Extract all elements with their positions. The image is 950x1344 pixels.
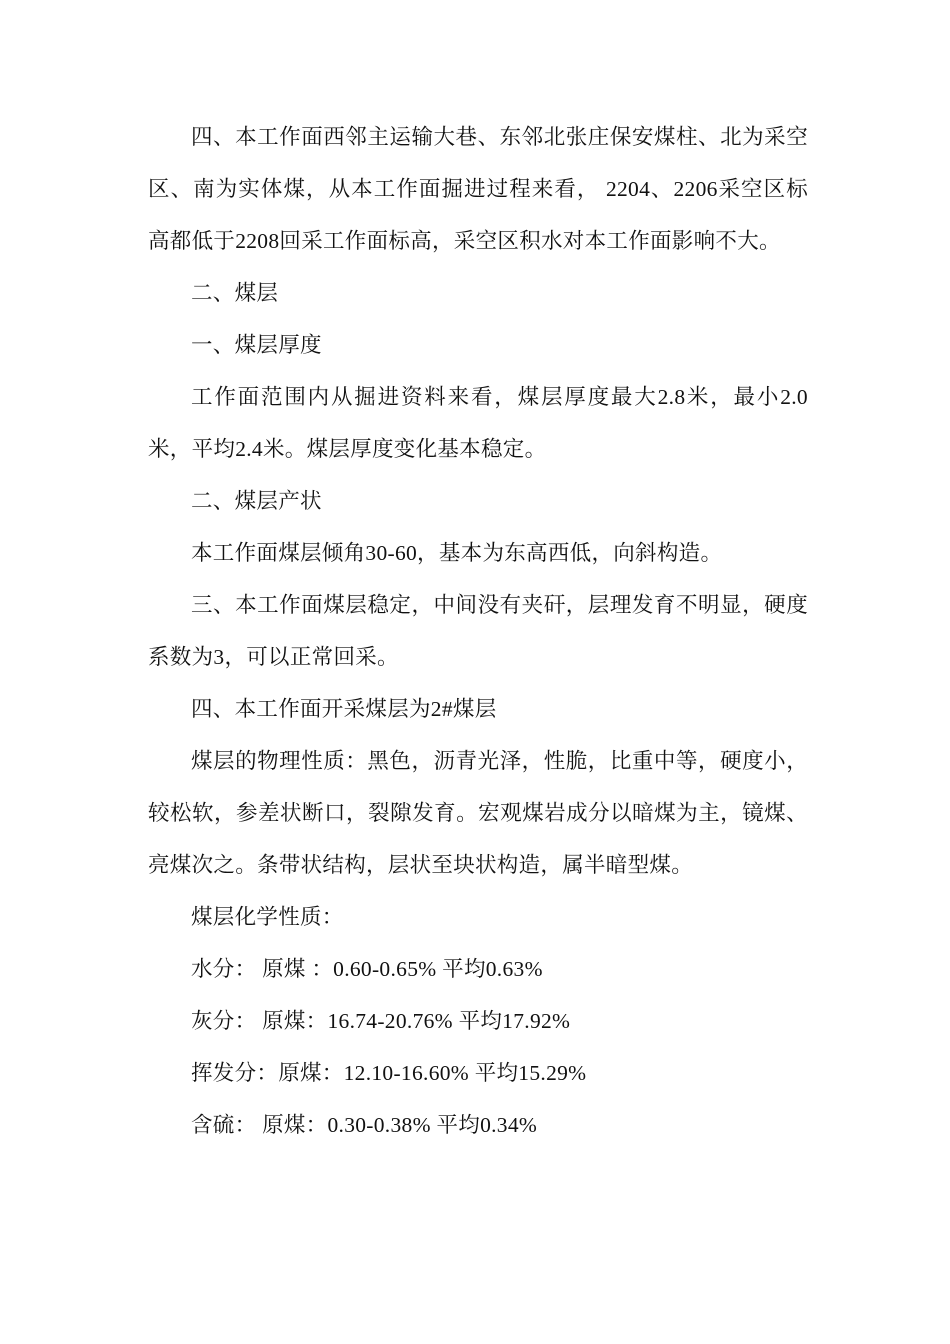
line-moisture: 水分： 原煤 ：0.60-0.65% 平均0.63% [191,957,543,981]
document-body [148,111,808,1151]
heading-seam-thickness: 一、煤层厚度 [191,333,322,357]
paragraph-seam-stability: 三、本工作面煤层稳定，中间没有夹矸，层理发育不明显，硬度系数为3，可以正常回采。 [148,593,808,669]
paragraph-mining-boundaries: 四、本工作面西邻主运输大巷、东邻北张庄保安煤柱、北为采空区、南为实体煤，从本工作面掘进过程来看， 2204、2206采空区标高都低于2208回采工作面标高，采空区积水对本工作面影响不大。 [148,125,808,253]
paragraph-seam-thickness: 工作面范围内从掘进资料来看，煤层厚度最大2.8米，最小2.0米，平均2.4米。煤层厚度变化基本稳定。 [148,385,808,461]
paragraph-physical-properties: 煤层的物理性质：黑色，沥青光泽，性脆，比重中等，硬度小，较松软，参差状断口，裂隙发育。宏观煤岩成分以暗煤为主，镜煤、亮煤次之。条带状结构，层状至块状构造，属半暗型煤。 [148,749,808,877]
heading-coal-seam: 二、煤层 [191,281,279,305]
paragraph-seam-dip: 本工作面煤层倾角30-60，基本为东高西低，向斜构造。 [191,541,723,565]
paragraph-mined-seam: 四、本工作面开采煤层为2#煤层 [191,697,497,721]
heading-seam-attitude: 二、煤层产状 [191,489,322,513]
line-sulfur: 含硫： 原煤：0.30-0.38% 平均0.34% [191,1113,538,1137]
heading-chemical-properties: 煤层化学性质： [191,905,344,929]
line-ash: 灰分： 原煤：16.74-20.76% 平均17.92% [191,1009,571,1033]
line-volatile-matter: 挥发分：原煤：12.10-16.60% 平均15.29% [191,1061,587,1085]
